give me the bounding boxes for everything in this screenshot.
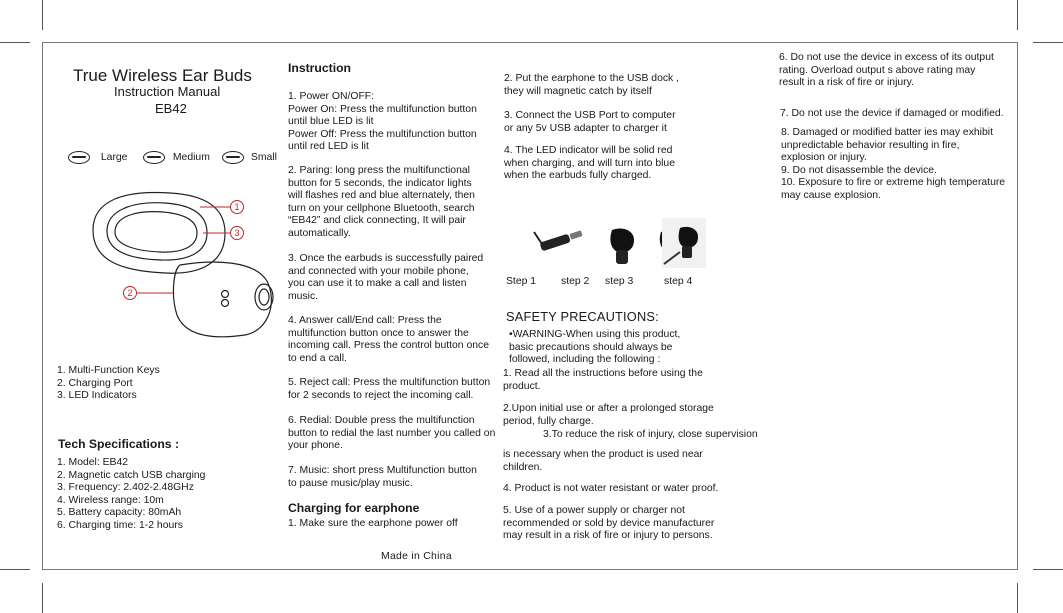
specs-list xyxy=(57,457,205,533)
crop-mark xyxy=(1033,569,1063,570)
charging-heading: Charging for earphone xyxy=(288,501,420,515)
callout-number: 3 xyxy=(234,228,240,238)
safety-item: 6. Do not use the device in excess of its output rating. Overload output s above rating may result in a risk of fire or injury. xyxy=(779,52,994,89)
safety-warning: •WARNING-When using this product, basic precautions should always be followed, including the following : xyxy=(509,329,681,366)
charging-item: 3. Connect the USB Port to computer or any 5v USB adapter to charger it xyxy=(504,110,676,134)
size-label: Small xyxy=(250,152,277,164)
step-label: Step 1 xyxy=(506,276,537,287)
instruction-item: 3. Once the earbuds is successfully paired and connected with your mobile phone, you can use it to make a call and listen music. xyxy=(288,253,484,302)
step4-earbud-on-dock xyxy=(662,218,706,268)
step-label: step 3 xyxy=(605,276,634,287)
instruction-item: 4. Answer call/End call: Press the multifunction button once to answer the incoming call. Press the control button once to end a call. xyxy=(288,315,489,364)
step2-earbud xyxy=(610,228,634,264)
crop-mark xyxy=(1017,583,1018,613)
safety-item: 8. Damaged or modified batter ies may exhibit unpredictable behavior resulting in fire, explosion or injury. 9. Do not disassemble the device. 10. Exposure to fire or extreme high temperature may cause explosion. xyxy=(781,127,1006,201)
safety-item: 3.To reduce the risk of injury, close supervision xyxy=(543,429,758,440)
list-item: 5. Battery capacity: 80mAh xyxy=(57,507,182,519)
eartip-icon xyxy=(222,151,244,164)
charging-item: 2. Put the earphone to the USB dock , they will magnetic catch by itself xyxy=(504,73,680,97)
callout-number: 1 xyxy=(234,202,240,212)
list-item: 3. Frequency: 2.402-2.48GHz xyxy=(57,482,194,494)
safety-item: 5. Use of a power supply or charger not recommended or sold by device manufacturer may result in a risk of fire or injury to persons. xyxy=(503,505,715,542)
size-medium xyxy=(143,151,210,165)
parts-list xyxy=(57,365,160,403)
instruction-item: 6. Redial: Double press the multifunction button to redial the last number you called on your phone. xyxy=(288,415,496,452)
crop-mark xyxy=(0,569,30,570)
list-item: 3. LED Indicators xyxy=(57,390,137,402)
list-item: 4. Wireless range: 10m xyxy=(57,494,164,506)
size-large xyxy=(68,151,127,165)
manual-title: True Wireless Ear Buds xyxy=(73,66,252,85)
crop-mark xyxy=(1017,0,1018,30)
step-label: step 4 xyxy=(664,276,693,287)
list-item: 2. Charging Port xyxy=(57,377,133,389)
callout-number: 2 xyxy=(127,288,133,298)
size-small xyxy=(222,151,277,165)
charging-steps-illustration xyxy=(530,218,710,274)
crop-mark xyxy=(1033,42,1063,43)
instruction-item: 5. Reject call: Press the multifunction button for 2 seconds to reject the incoming call. xyxy=(288,377,491,401)
step-label: step 2 xyxy=(561,276,590,287)
safety-item: is necessary when the product is used near children. xyxy=(503,449,703,473)
safety-item: 1. Read all the instructions before using the product. xyxy=(503,368,703,392)
crop-mark xyxy=(42,583,43,613)
list-item: 2. Magnetic catch USB charging xyxy=(57,469,206,481)
instruction-heading: Instruction xyxy=(288,61,351,75)
step1-usb-cable xyxy=(534,230,583,251)
list-item: 6. Charging time: 1-2 hours xyxy=(57,519,183,531)
instruction-item: 7. Music: short press Multifunction button to pause music/play music. xyxy=(288,465,477,489)
list-item: 1. Multi-Function Keys xyxy=(57,365,160,376)
size-label: Large xyxy=(100,152,128,164)
manual-subtitle: Instruction Manual xyxy=(114,84,221,99)
eartip-icon xyxy=(143,151,165,164)
crop-mark xyxy=(42,0,43,30)
instruction-item: 2. Paring: long press the multifunctional button for 5 seconds, the indicator lights will flashes red and blue alternately, then turn on your cellphone Bluetooth, search “EB42” and click connecting, It will pair automatically. xyxy=(288,165,475,239)
charging-item: 1. Make sure the earphone power off xyxy=(288,518,458,529)
earbud-side-view xyxy=(173,262,273,337)
charging-item: 4. The LED indicator will be solid red when charging, and will turn into blue when the earbuds fully charged. xyxy=(504,145,675,182)
eartip-icon xyxy=(68,151,90,164)
safety-heading: SAFETY PRECAUTIONS: xyxy=(506,309,659,324)
specs-heading: Tech Specifications : xyxy=(58,437,179,451)
footer-made-in: Made in China xyxy=(381,551,452,562)
model-number: EB42 xyxy=(155,101,187,116)
safety-item: 4. Product is not water resistant or water proof. xyxy=(503,483,719,494)
list-item: 1. Model: EB42 xyxy=(57,457,129,468)
safety-item: 2.Upon initial use or after a prolonged storage period, fully charge. xyxy=(503,403,714,427)
size-label: Medium xyxy=(172,152,210,164)
earbud-diagram xyxy=(85,185,285,345)
crop-mark xyxy=(0,42,30,43)
instruction-item: 1. Power ON/OFF: Power On: Press the multifunction button until blue LED is lit Power Off: Press the multifunction button until red LED is lit xyxy=(288,91,477,153)
safety-item: 7. Do not use the device if damaged or modified. xyxy=(780,108,1004,119)
